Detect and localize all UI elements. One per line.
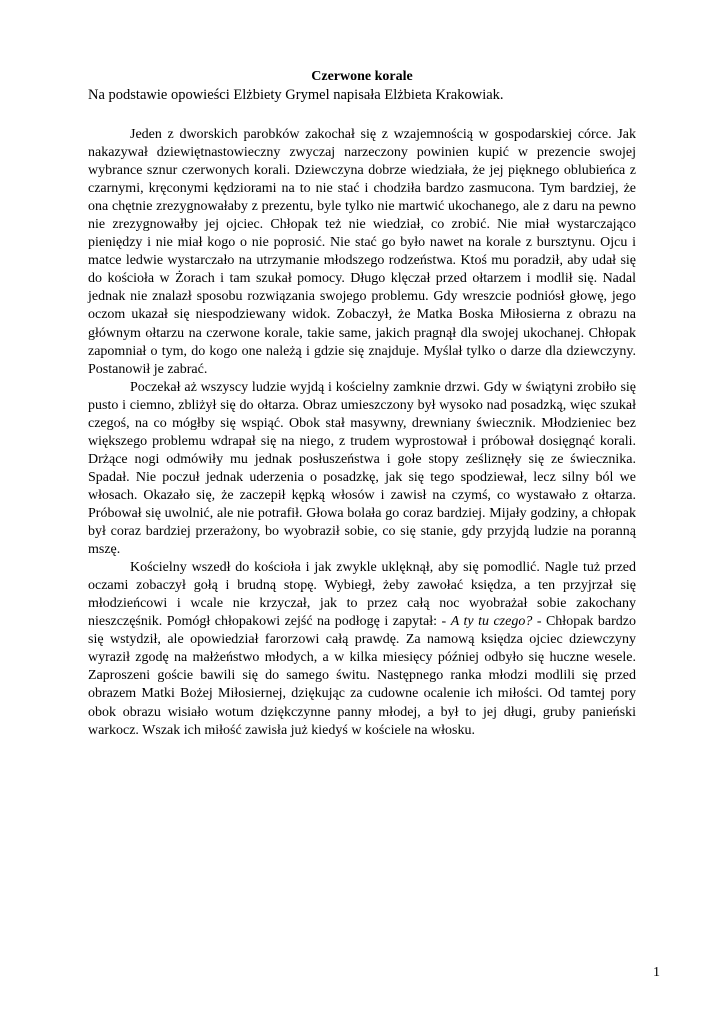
paragraph-3-text-before: Kościelny wszedł do kościoła i jak zwykle uklęknął, aby się pomodlić. Nagle tuż przed oczami zobaczył gołą i brudną stopę. Wybiegł, żeby zawołać księdza, a ten przyjrzał się młodzieńcowi i wcale nie krzyczał, jak to przez całą noc wyobrażał sobie zakochany nieszczęśnik. Pomógł chłopakowi zejść na podłogę i zapytał: - (88, 560, 636, 630)
document-title: Czerwone korale (311, 69, 413, 84)
paragraph-2: Poczekał aż wszyscy ludzie wyjdą i kościelny zamknie drzwi. Gdy w świątyni zrobiło się pusto i ciemno, zbliżył się do ołtarza. Obraz umieszczony był wysoko nad posadzką, więc szukał czegoś, na co mógłby się wspiąć. Obok stał masywny, drewniany świecznik. Młodzieniec bez większego problemu wdrapał się na niego, z trudem wyprostował i próbował dosięgnąć korali. Drżące nogi odmówiły mu jednak posłuszeństwa i gołe stopy ześliznęły się ze świecznika. Spadał. Nie poczuł jednak uderzenia o posadzkę, jak się tego spodziewał, lecz silny ból we włosach. Okazało się, że zaczepił kępką włosów i zawisł na czymś, co wystawało z ołtarza. Próbował się uwolnić, ale nie potrafił. Głowa bolała go coraz bardziej. Mijały godziny, a chłopak był coraz bardziej przerażony, bo wyobraził sobie, co się stanie, gdy przyjdą ludzie na poranną mszę. (88, 379, 636, 558)
document-subtitle: Na podstawie opowieści Elżbiety Grymel napisała Elżbieta Krakowiak. (88, 87, 504, 103)
paragraph-1: Jeden z dworskich parobków zakochał się z wzajemnością w gospodarskiej córce. Jak nakazywał dziewiętnastowieczny zwyczaj narzeczony powinien kupić w prezencie swojej wybrance sznur czerwonych korali. Dziewczyna dobrze wiedziała, że jej pięknego oblubieńca z czarnymi, kręconymi kędziorami na to nie stać i chodziła bardzo zasmucona. Tym bardziej, że ona chętnie zrezygnowałaby z prezentu, byle tylko nie martwić ukochanego, ale z daru na pewno nie zrezygnowałby jej ojciec. Chłopak też nie wiedział, co zrobić. Nie miał wystarczająco pieniędzy i nie miał kogo o nie poprosić. Nie stać go było nawet na korale z bursztynu. Ojcu i matce ledwie wystarczało na utrzymanie młodszego rodzeństwa. Ktoś mu poradził, aby udał się do kościoła w Żorach i tam szukał pomocy. Długo klęczał przed ołtarzem i modlił się. Nadal jednak nie znalazł sposobu rozwiązania swojego problemu. Gdy wreszcie podniósł głowę, jego oczom ukazał się niespodziewany widok. Zobaczył, że Matka Boska Miłosierna z obrazu na głównym ołtarzu na czerwone korale, takie same, jakich pragnął dla swojej ukochanej. Chłopak zapomniał o tym, do kogo one należą i gdzie się znajduje. Myślał tylko o darze dla dziewczyny. Postanowił je zabrać. (88, 127, 636, 377)
document-header (88, 68, 636, 104)
paragraph-3 (88, 559, 636, 739)
paragraph-3-italic-quote: A ty tu czego? (450, 614, 533, 630)
paragraph-3-text-after: - Chłopak bardzo się wstydził, ale opowiedział farorzowi całą prawdę. Za namową księdza ojciec dziewczyny wyraził zgodę na małżeństwo młodych, a w kilka miesięcy później odbyło się huczne wesele. Zaproszeni goście bawili się do samego świtu. Następnego ranka młodzi modlili się przed obrazem Matki Bożej Miłosiernej, dziękując za cudowne ocalenie ich miłości. Od tamtej pory obok obrazu wisiało wotum dziękczynne panny młodej, a był to jej długi, gruby panieński warkocz. Wszak ich miłość zawisła już kiedyś w kościele na włosku. (88, 614, 636, 738)
document-body (88, 126, 636, 740)
page-number: 1 (653, 965, 660, 980)
